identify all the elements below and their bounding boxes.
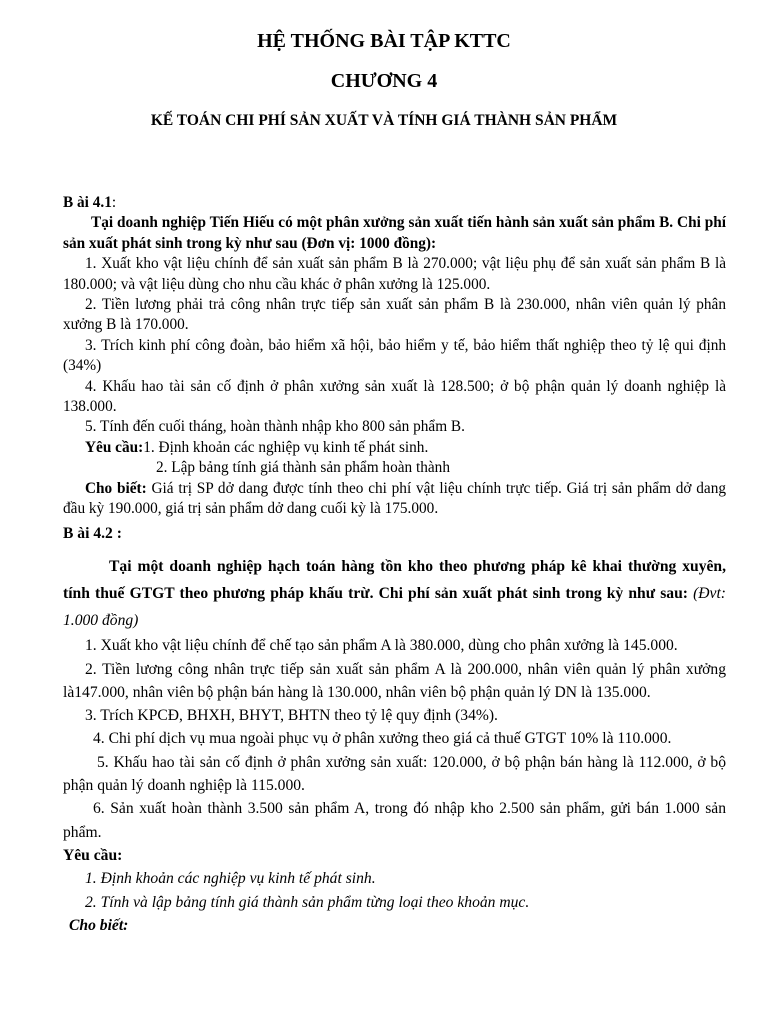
requirements: Yêu cầu:1. Định khoản các nghiệp vụ kinh tế phát sinh.	[85, 438, 429, 456]
list-item: 3. Trích kinh phí công đoàn, bảo hiểm xã hội, bảo hiểm y tế, bảo hiểm thất nghiệp theo tỷ lệ qui định (34%)	[63, 336, 726, 375]
list-item: 2. Tiền lương phải trả công nhân trực tiếp sản xuất sản phẩm B là 230.000, nhân viên quản lý phân xưởng B là 170.000.	[63, 296, 726, 334]
exercise-4-1	[63, 193, 726, 520]
document-title: HỆ THỐNG BÀI TẬP KTTC	[257, 30, 511, 52]
requirements-label: Yêu cầu:	[63, 846, 123, 864]
list-item: 3. Trích KPCĐ, BHXH, BHYT, BHTN theo tỷ lệ quy định (34%).	[85, 707, 498, 725]
list-item: 5. Khấu hao tài sản cố định ở phân xưởng sản xuất: 120.000, ở bộ phận bán hàng là 112.000, ở bộ phận quản lý doanh nghiệp là 115.000.	[63, 753, 726, 795]
exercise-label: B ài 4.1:	[63, 194, 117, 211]
given-info: Cho biết: Giá trị SP dở dang được tính theo chi phí vật liệu chính trực tiếp. Giá trị sản phẩm dở dang đầu kỳ 190.000, giá trị sản phẩm dở dang cuối kỳ là 175.000.	[63, 479, 727, 518]
given-label: Cho biết:	[69, 916, 129, 934]
list-item: 2. Tiền lương công nhân trực tiếp sản xuất sản phẩm A là 200.000, nhân viên quản lý phân xưởng là147.000, nhân viên bộ phận bán hàng là 130.000, nhân viên bộ phận quản lý DN là 135.000.	[63, 660, 726, 701]
list-item: 5. Tính đến cuối tháng, hoàn thành nhập kho 800 sản phẩm B.	[85, 418, 465, 436]
list-item: 6. Sản xuất hoàn thành 3.500 sản phẩm A, trong đó nhập kho 2.500 sản phẩm, gửi bán 1.000 sản phẩm.	[63, 800, 726, 841]
list-item: 1. Xuất kho vật liệu chính để sản xuất sản phẩm B là 270.000; vật liệu phụ để sản xuất sản phẩm B là 180.000; và vật liệu dùng cho nhu cầu khác ở phân xưởng là 125.000.	[63, 255, 726, 293]
exercise-intro: Tại doanh nghiệp Tiến Hiếu có một phân xưởng sản xuất tiến hành sản xuất sản phẩm B. Chi phí sản xuất phát sinh trong kỳ như sau (Đơn vị: 1000 đồng):	[63, 214, 726, 252]
chapter-title: CHƯƠNG 4	[330, 70, 438, 92]
list-item: 4. Khấu hao tài sản cố định ở phân xưởng sản xuất là 128.500; ở bộ phận quản lý doanh nghiệp là 138.000.	[63, 377, 726, 416]
list-item: 1. Xuất kho vật liệu chính để chế tạo sản phẩm A là 380.000, dùng cho phân xưởng là 145.000.	[85, 637, 678, 655]
requirement-item: 2. Tính và lập bảng tính giá thành sản phẩm từng loại theo khoản mục.	[85, 893, 530, 911]
requirement-item: 1. Định khoản các nghiệp vụ kinh tế phát sinh.	[85, 870, 376, 888]
list-item: 4. Chi phí dịch vụ mua ngoài phục vụ ở phân xưởng theo giá cả thuế GTGT 10% là 110.000.	[93, 730, 672, 748]
exercise-intro: Tại một doanh nghiệp hạch toán hàng tồn kho theo phương pháp kê khai thường xuyên, tính thuế GTGT theo phương pháp khấu trừ. Chi phí sản xuất phát sinh trong kỳ như sau: (Đvt: 1.000 đồng)	[63, 558, 726, 630]
exercise-4-2	[63, 522, 726, 937]
exercise-label: B ài 4.2 :	[63, 525, 122, 542]
chapter-subtitle: KẾ TOÁN CHI PHÍ SẢN XUẤT VÀ TÍNH GIÁ THÀNH SẢN PHẨM	[150, 112, 618, 129]
requirement-item: 2. Lập bảng tính giá thành sản phẩm hoàn thành	[156, 459, 450, 477]
